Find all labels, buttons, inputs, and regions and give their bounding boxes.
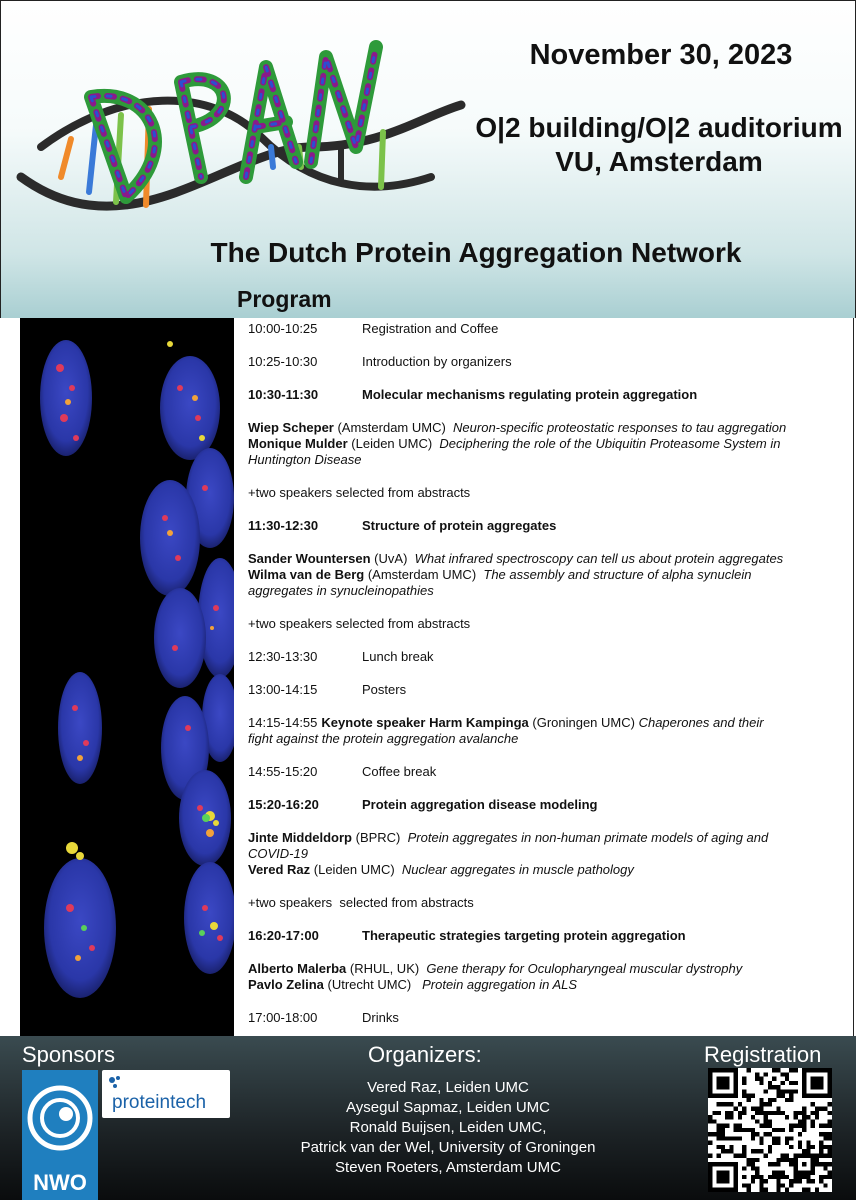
organizer-name: Vered Raz, Leiden UMC <box>367 1079 529 1096</box>
speaker-name: Alberto Malerba <box>248 961 347 976</box>
speaker-name: Pavlo Zelina <box>248 977 324 992</box>
speaker-name: Wiep Scheper <box>248 420 334 435</box>
speaker-name: Jinte Middeldorp <box>248 830 352 845</box>
schedule-time: 14:55-15:20 <box>248 764 318 779</box>
talk-title: Chaperones and their fight against the protein aggregation avalanche <box>248 715 764 746</box>
talk-group <box>248 551 853 599</box>
event-venue: O|2 building/O|2 auditorium VU, Amsterdam <box>475 112 843 177</box>
keynote-time: 14:15-14:55 <box>248 715 318 730</box>
session-time: 16:20-17:00 <box>248 928 319 943</box>
talk-title: Protein aggregates in non-human primate models of aging and COVID-19 <box>248 830 769 861</box>
network-title: The Dutch Protein Aggregation Network <box>210 237 742 268</box>
talk-title: Neuron-specific proteostatic responses to tau aggregation <box>453 420 787 435</box>
session-title: Structure of protein aggregates <box>362 518 557 533</box>
proteintech-logo-text: proteintech <box>112 1092 207 1113</box>
talk-entry <box>248 420 853 436</box>
talk-entry <box>248 830 853 862</box>
speaker-affiliation: (Leiden UMC) <box>310 862 402 877</box>
schedule-row <box>248 354 853 370</box>
schedule-label: Coffee break <box>362 764 437 779</box>
talk-title: Protein aggregation in ALS <box>422 977 578 992</box>
talk-title: Nuclear aggregates in muscle pathology <box>401 862 634 877</box>
talk-entry <box>248 977 853 993</box>
microscopy-image <box>20 318 234 1036</box>
schedule-time: 13:00-14:15 <box>248 682 318 697</box>
speaker-affiliation: (BPRC) <box>352 830 408 845</box>
talk-group <box>248 420 853 468</box>
schedule-time: 17:00-18:00 <box>248 1010 318 1025</box>
talk-entry <box>248 551 853 567</box>
talk-entry <box>248 436 853 468</box>
organizers-heading: Organizers: <box>368 1042 482 1067</box>
talk-entry <box>248 961 853 977</box>
nwo-logo-text: NWO <box>33 1170 87 1195</box>
organizer-name: Aysegul Sapmaz, Leiden UMC <box>346 1099 550 1116</box>
nwo-logo <box>22 1070 98 1200</box>
abstracts-note: +two speakers selected from abstracts <box>248 895 474 910</box>
speaker-affiliation: (Utrecht UMC) <box>323 977 423 992</box>
schedule-row <box>248 764 853 780</box>
dpan-dna-logo <box>11 27 471 237</box>
talk-entry <box>248 567 853 599</box>
session-title: Protein aggregation disease modeling <box>362 797 598 812</box>
schedule-row <box>248 1010 853 1026</box>
organizer-name: Patrick van der Wel, University of Groningen <box>300 1139 596 1156</box>
speaker-name: Wilma van de Berg <box>248 567 365 582</box>
abstracts-note: +two speakers selected from abstracts <box>248 616 471 631</box>
keynote-entry <box>248 715 853 747</box>
nwo-swirl-icon <box>22 1070 98 1170</box>
session-time: 10:30-11:30 <box>248 387 319 402</box>
session-time: 11:30-12:30 <box>248 518 319 533</box>
talk-title: Gene therapy for Oculopharyngeal muscular dystrophy <box>426 961 743 976</box>
schedule-time: 10:25-10:30 <box>248 354 318 369</box>
session-time: 15:20-16:20 <box>248 797 319 812</box>
schedule-row <box>248 682 853 698</box>
registration-heading: Registration <box>704 1042 822 1067</box>
schedule-label: Drinks <box>362 1010 399 1025</box>
session-row <box>248 387 853 403</box>
talk-entry <box>248 862 853 878</box>
speaker-affiliation: (Groningen UMC) <box>528 715 639 730</box>
speaker-affiliation: (UvA) <box>370 551 415 566</box>
speaker-name: Sander Wountersen <box>248 551 371 566</box>
poster-footer <box>0 1036 856 1200</box>
schedule-row <box>248 321 853 337</box>
speaker-affiliation: (Leiden UMC) <box>347 436 440 451</box>
talk-title: What infrared spectroscopy can tell us about protein aggregates <box>414 551 784 566</box>
speaker-name: Vered Raz <box>248 862 311 877</box>
talk-group <box>248 961 853 993</box>
schedule-label: Lunch break <box>362 649 434 664</box>
registration-qr-code[interactable] <box>708 1068 832 1192</box>
talk-title: Deciphering the role of the Ubiquitin Proteasome System in Huntington Disease <box>248 436 781 467</box>
session-title: Molecular mechanisms regulating protein aggregation <box>362 387 698 402</box>
session-row <box>248 797 853 813</box>
organizer-name: Steven Roeters, Amsterdam UMC <box>335 1159 561 1176</box>
session-title: Therapeutic strategies targeting protein aggregation <box>362 928 686 943</box>
poster-header <box>0 0 856 318</box>
abstracts-note: +two speakers selected from abstracts <box>248 485 471 500</box>
program-schedule <box>234 318 854 1036</box>
proteintech-logo <box>102 1070 230 1118</box>
event-date: November 30, 2023 <box>529 39 793 71</box>
organizer-name: Ronald Buijsen, Leiden UMC, <box>349 1119 547 1136</box>
talk-group <box>248 830 853 878</box>
schedule-time: 10:00-10:25 <box>248 321 318 336</box>
speaker-affiliation: (Amsterdam UMC) <box>364 567 484 582</box>
program-heading: Program <box>237 286 332 312</box>
schedule-time: 12:30-13:30 <box>248 649 318 664</box>
speaker-affiliation: (RHUL, UK) <box>346 961 427 976</box>
schedule-row <box>248 649 853 665</box>
schedule-label: Posters <box>362 682 407 697</box>
speaker-name: Monique Mulder <box>248 436 348 451</box>
session-row <box>248 518 853 534</box>
organizers-list <box>248 1078 648 1178</box>
speaker-affiliation: (Amsterdam UMC) <box>333 420 454 435</box>
schedule-label: Introduction by organizers <box>362 354 512 369</box>
sponsors-heading: Sponsors <box>22 1042 115 1067</box>
session-row <box>248 928 853 944</box>
keynote-speaker: Keynote speaker Harm Kampinga <box>321 715 529 730</box>
talk-title: The assembly and structure of alpha synuclein aggregates in synucleinopathies <box>248 567 752 598</box>
schedule-label: Registration and Coffee <box>362 321 499 336</box>
